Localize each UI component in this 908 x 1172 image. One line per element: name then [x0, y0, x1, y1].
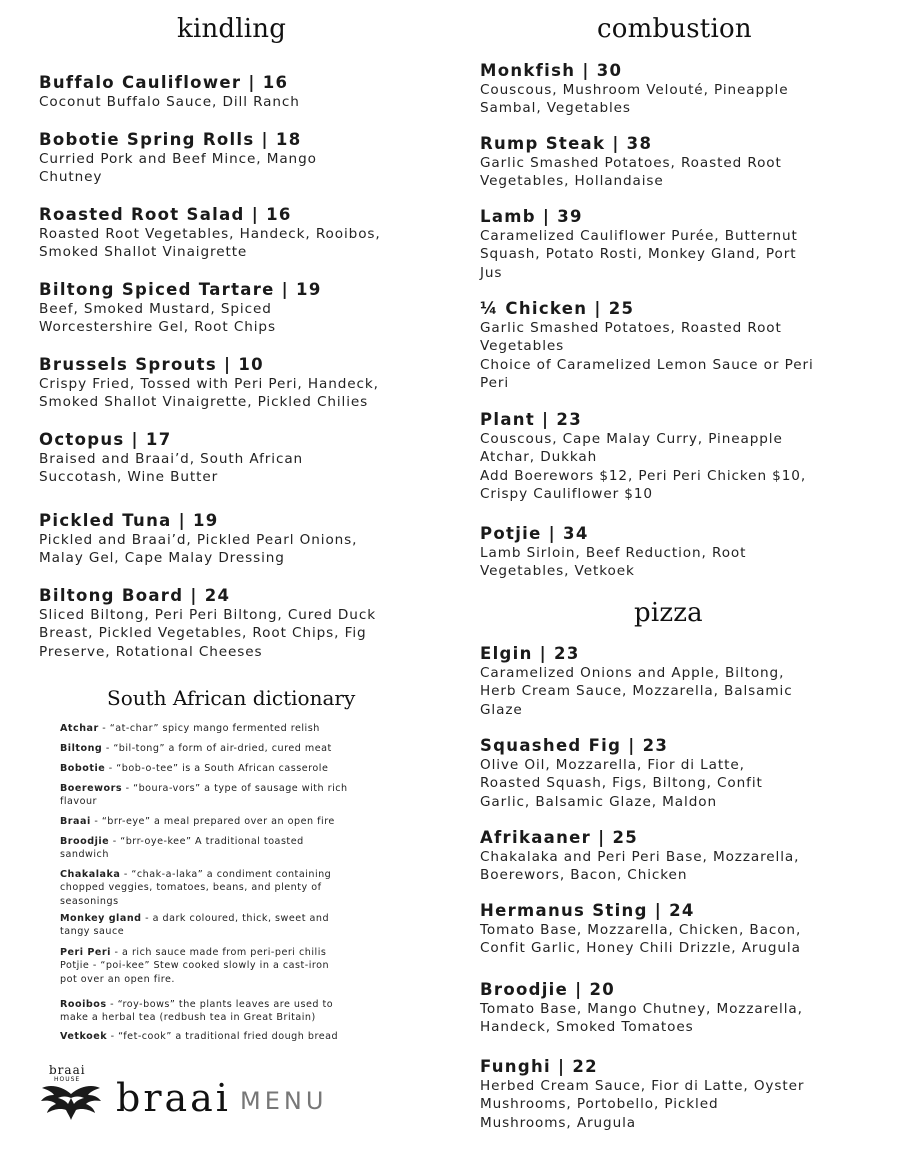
menu-item-description	[480, 664, 880, 719]
menu-item-description	[39, 450, 439, 487]
menu-item-name: Hermanus Sting | 24	[480, 901, 695, 920]
description-line: Olive Oil, Mozzarella, Fior di Latte,	[480, 757, 745, 773]
menu-item	[480, 207, 880, 282]
menu-item-description	[480, 319, 880, 393]
dictionary-definition: - “boura-vors” a type of sausage with rich	[122, 783, 348, 794]
menu-item-name: Rump Steak | 38	[480, 134, 653, 153]
description-line: Tomato Base, Mozzarella, Chicken, Bacon,	[480, 922, 802, 938]
description-line: Succotash, Wine Butter	[39, 469, 219, 486]
menu-item-name: Bobotie Spring Rolls | 18	[39, 130, 302, 149]
dictionary-definition: - “roy-bows” the plants leaves are used to	[106, 999, 334, 1010]
dictionary-term: Rooibos	[60, 999, 107, 1010]
menu-item-name: Squashed Fig | 23	[480, 736, 669, 755]
dictionary-term: Bobotie	[60, 763, 106, 774]
menu-item-description	[39, 606, 439, 661]
description-line: Confit Garlic, Honey Chili Drizzle, Arugula	[480, 940, 801, 957]
dictionary-term: Monkey gland	[60, 913, 142, 924]
description-line: Crispy Cauliflower $10	[480, 486, 653, 503]
description-line: Braised and Braai’d, South African	[39, 451, 304, 467]
dictionary-definition: pot over an open fire.	[60, 973, 175, 985]
menu-item	[39, 511, 439, 568]
description-line: Garlic Smashed Potatoes, Roasted Root	[480, 155, 782, 171]
dictionary-definition: Potjie - “poi-kee” Stew cooked slowly in a cast-iron	[60, 960, 330, 972]
menu-item-name: Brussels Sprouts | 10	[39, 355, 264, 374]
dictionary-title: South African dictionary	[107, 686, 356, 710]
menu-item	[39, 430, 439, 487]
description-line: Jus	[480, 264, 503, 281]
description-line: Preserve, Rotational Cheeses	[39, 643, 263, 660]
menu-item	[480, 61, 880, 118]
menu-item	[39, 130, 439, 187]
menu-item-description	[39, 375, 439, 412]
logo-menu-word: MENU	[240, 1087, 328, 1115]
menu-item-description	[39, 531, 439, 568]
pizza-title: pizza	[634, 598, 703, 628]
description-line: Roasted Squash, Figs, Biltong, Confit	[480, 775, 763, 792]
description-line: Couscous, Mushroom Velouté, Pineapple	[480, 82, 789, 98]
dictionary-entry	[60, 782, 348, 809]
dictionary-entry	[60, 762, 328, 775]
dictionary-definition: - “bil-tong” a form of air-dried, cured meat	[102, 743, 332, 754]
menu-item-description	[39, 150, 439, 187]
menu-item	[480, 980, 880, 1037]
dictionary-entry	[60, 998, 333, 1025]
description-line: Smoked Shallot Vinaigrette	[39, 244, 248, 261]
menu-item-name: Biltong Spiced Tartare | 19	[39, 280, 322, 299]
dictionary-term: Biltong	[60, 743, 103, 754]
description-line: Add Boerewors $12, Peri Peri Chicken $10,	[480, 467, 807, 484]
dictionary-entry	[60, 815, 335, 828]
description-line: Garlic Smashed Potatoes, Roasted Root	[480, 320, 782, 336]
menu-item-name: Biltong Board | 24	[39, 586, 231, 605]
menu-item-description	[39, 225, 439, 262]
description-line: Peri	[480, 375, 510, 392]
menu-item-name: Octopus | 17	[39, 430, 172, 449]
dictionary-definition: flavour	[60, 796, 97, 808]
logo-house-word: HOUSE	[54, 1076, 81, 1083]
menu-item	[480, 134, 880, 191]
menu-item	[39, 205, 439, 262]
menu-item-description	[480, 227, 880, 282]
description-line: Lamb Sirloin, Beef Reduction, Root	[480, 545, 747, 561]
menu-item-name: Afrikaaner | 25	[480, 828, 639, 847]
dictionary-entry	[60, 742, 332, 755]
description-line: Vegetables, Vetkoek	[480, 563, 635, 580]
dictionary-definition: - a dark coloured, thick, sweet and	[141, 913, 330, 924]
menu-item	[480, 828, 880, 885]
dictionary-definition: - “bob-o-tee” is a South African casserole	[105, 763, 329, 774]
menu-item-name: Buffalo Cauliflower | 16	[39, 73, 289, 92]
description-line: Mushrooms, Arugula	[480, 1114, 636, 1131]
description-line: Sambal, Vegetables	[480, 100, 631, 117]
description-line: Breast, Pickled Vegetables, Root Chips, Fig	[39, 625, 367, 642]
dictionary-entry	[60, 946, 329, 986]
menu-item-name: Potjie | 34	[480, 524, 589, 543]
menu-item-name: Plant | 23	[480, 410, 582, 429]
menu-item-description	[480, 1000, 880, 1037]
description-line: Coconut Buffalo Sauce, Dill Ranch	[39, 94, 300, 110]
menu-item-name: Lamb | 39	[480, 207, 583, 226]
description-line: Malay Gel, Cape Malay Dressing	[39, 550, 285, 567]
description-line: Mushrooms, Portobello, Pickled	[480, 1096, 719, 1113]
dictionary-term: Vetkoek	[60, 1031, 108, 1042]
description-line: Handeck, Smoked Tomatoes	[480, 1019, 694, 1036]
dictionary-term: Boerewors	[60, 783, 123, 794]
dictionary-definition: - a rich sauce made from peri-peri chilis	[110, 947, 327, 958]
menu-item-description	[480, 848, 880, 885]
logo-small-word: braai	[49, 1063, 86, 1077]
dictionary-definition: tangy sauce	[60, 926, 125, 938]
menu-item-description	[39, 300, 439, 337]
description-line: Crispy Fried, Tossed with Peri Peri, Handeck,	[39, 376, 379, 392]
description-line: Worcestershire Gel, Root Chips	[39, 319, 276, 336]
dictionary-definition: - “brr-eye” a meal prepared over an open fire	[90, 816, 335, 827]
description-line: Beef, Smoked Mustard, Spiced	[39, 301, 272, 317]
description-line: Vegetables	[480, 338, 565, 355]
dictionary-entry	[60, 835, 304, 862]
description-line: Garlic, Balsamic Glaze, Maldon	[480, 793, 717, 810]
menu-item-description	[39, 93, 439, 111]
menu-item-name: Elgin | 23	[480, 644, 580, 663]
menu-item	[39, 586, 439, 661]
dictionary-definition: - “chak-a-laka” a condiment containing	[120, 869, 332, 880]
description-line: Vegetables, Hollandaise	[480, 173, 664, 190]
description-line: Herbed Cream Sauce, Fior di Latte, Oyster	[480, 1078, 805, 1094]
dictionary-definition: sandwich	[60, 849, 109, 861]
menu-item-name: Funghi | 22	[480, 1057, 598, 1076]
dictionary-entry	[60, 912, 329, 939]
dictionary-term: Peri Peri	[60, 947, 111, 958]
menu-item	[39, 73, 439, 111]
menu-item	[480, 901, 880, 958]
description-line: Atchar, Dukkah	[480, 449, 598, 466]
menu-item-name: Roasted Root Salad | 16	[39, 205, 292, 224]
menu-item-description	[480, 81, 880, 118]
menu-item-description	[480, 154, 880, 191]
description-line: Roasted Root Vegetables, Handeck, Rooibos,	[39, 226, 381, 242]
menu-item	[480, 644, 880, 719]
dictionary-definition: - “fet-cook” a traditional fried dough bread	[107, 1031, 339, 1042]
description-line: Caramelized Onions and Apple, Biltong,	[480, 665, 785, 681]
description-line: Pickled and Braai’d, Pickled Pearl Onions,	[39, 532, 358, 548]
dictionary-term: Atchar	[60, 723, 99, 734]
menu-item	[39, 280, 439, 337]
menu-item-name: Monkfish | 30	[480, 61, 623, 80]
dictionary-definition: chopped veggies, tomatoes, beans, and plenty of	[60, 882, 322, 894]
combustion-title: combustion	[597, 14, 752, 44]
description-line: Tomato Base, Mango Chutney, Mozzarella,	[480, 1001, 803, 1017]
menu-item	[480, 410, 880, 504]
menu-item	[480, 299, 880, 393]
kindling-title: kindling	[177, 14, 287, 44]
dictionary-term: Braai	[60, 816, 91, 827]
menu-item-name: Pickled Tuna | 19	[39, 511, 219, 530]
description-line: Glaze	[480, 701, 523, 718]
description-line: Curried Pork and Beef Mince, Mango	[39, 151, 317, 167]
description-line: Choice of Caramelized Lemon Sauce or Peri	[480, 356, 814, 373]
menu-item-description	[480, 1077, 880, 1132]
dictionary-entry	[60, 1030, 338, 1043]
menu-item	[39, 355, 439, 412]
menu-item	[480, 524, 880, 581]
dictionary-definition: - “at-char” spicy mango fermented relish	[98, 723, 320, 734]
menu-item-name: ¼ Chicken | 25	[480, 299, 635, 318]
description-line: Caramelized Cauliflower Purée, Butternut	[480, 228, 798, 244]
dictionary-entry	[60, 722, 320, 735]
menu-item-description	[480, 921, 880, 958]
description-line: Sliced Biltong, Peri Peri Biltong, Cured Duck	[39, 607, 376, 623]
dictionary-definition: seasonings	[60, 895, 119, 907]
description-line: Smoked Shallot Vinaigrette, Pickled Chilies	[39, 394, 369, 411]
menu-item	[480, 1057, 880, 1132]
description-line: Chakalaka and Peri Peri Base, Mozzarella,	[480, 849, 800, 865]
logo-wordmark: braai	[116, 1076, 231, 1120]
description-line: Chutney	[39, 169, 103, 186]
description-line: Couscous, Cape Malay Curry, Pineapple	[480, 431, 783, 447]
description-line: Boerewors, Bacon, Chicken	[480, 867, 688, 884]
description-line: Herb Cream Sauce, Mozzarella, Balsamic	[480, 683, 793, 700]
braai-logo	[40, 1064, 340, 1124]
dictionary-term: Chakalaka	[60, 869, 121, 880]
description-line: Squash, Potato Rosti, Monkey Gland, Port	[480, 246, 797, 263]
dictionary-definition: - “brr-oye-kee” A traditional toasted	[109, 836, 304, 847]
menu-item	[480, 736, 880, 811]
dictionary-entry	[60, 868, 331, 908]
dictionary-definition: make a herbal tea (redbush tea in Great Britain)	[60, 1012, 316, 1024]
menu-item-description	[480, 544, 880, 581]
menu-item-description	[480, 430, 880, 504]
menu-item-name: Broodjie | 20	[480, 980, 616, 999]
dictionary-term: Broodjie	[60, 836, 110, 847]
menu-item-description	[480, 756, 880, 811]
